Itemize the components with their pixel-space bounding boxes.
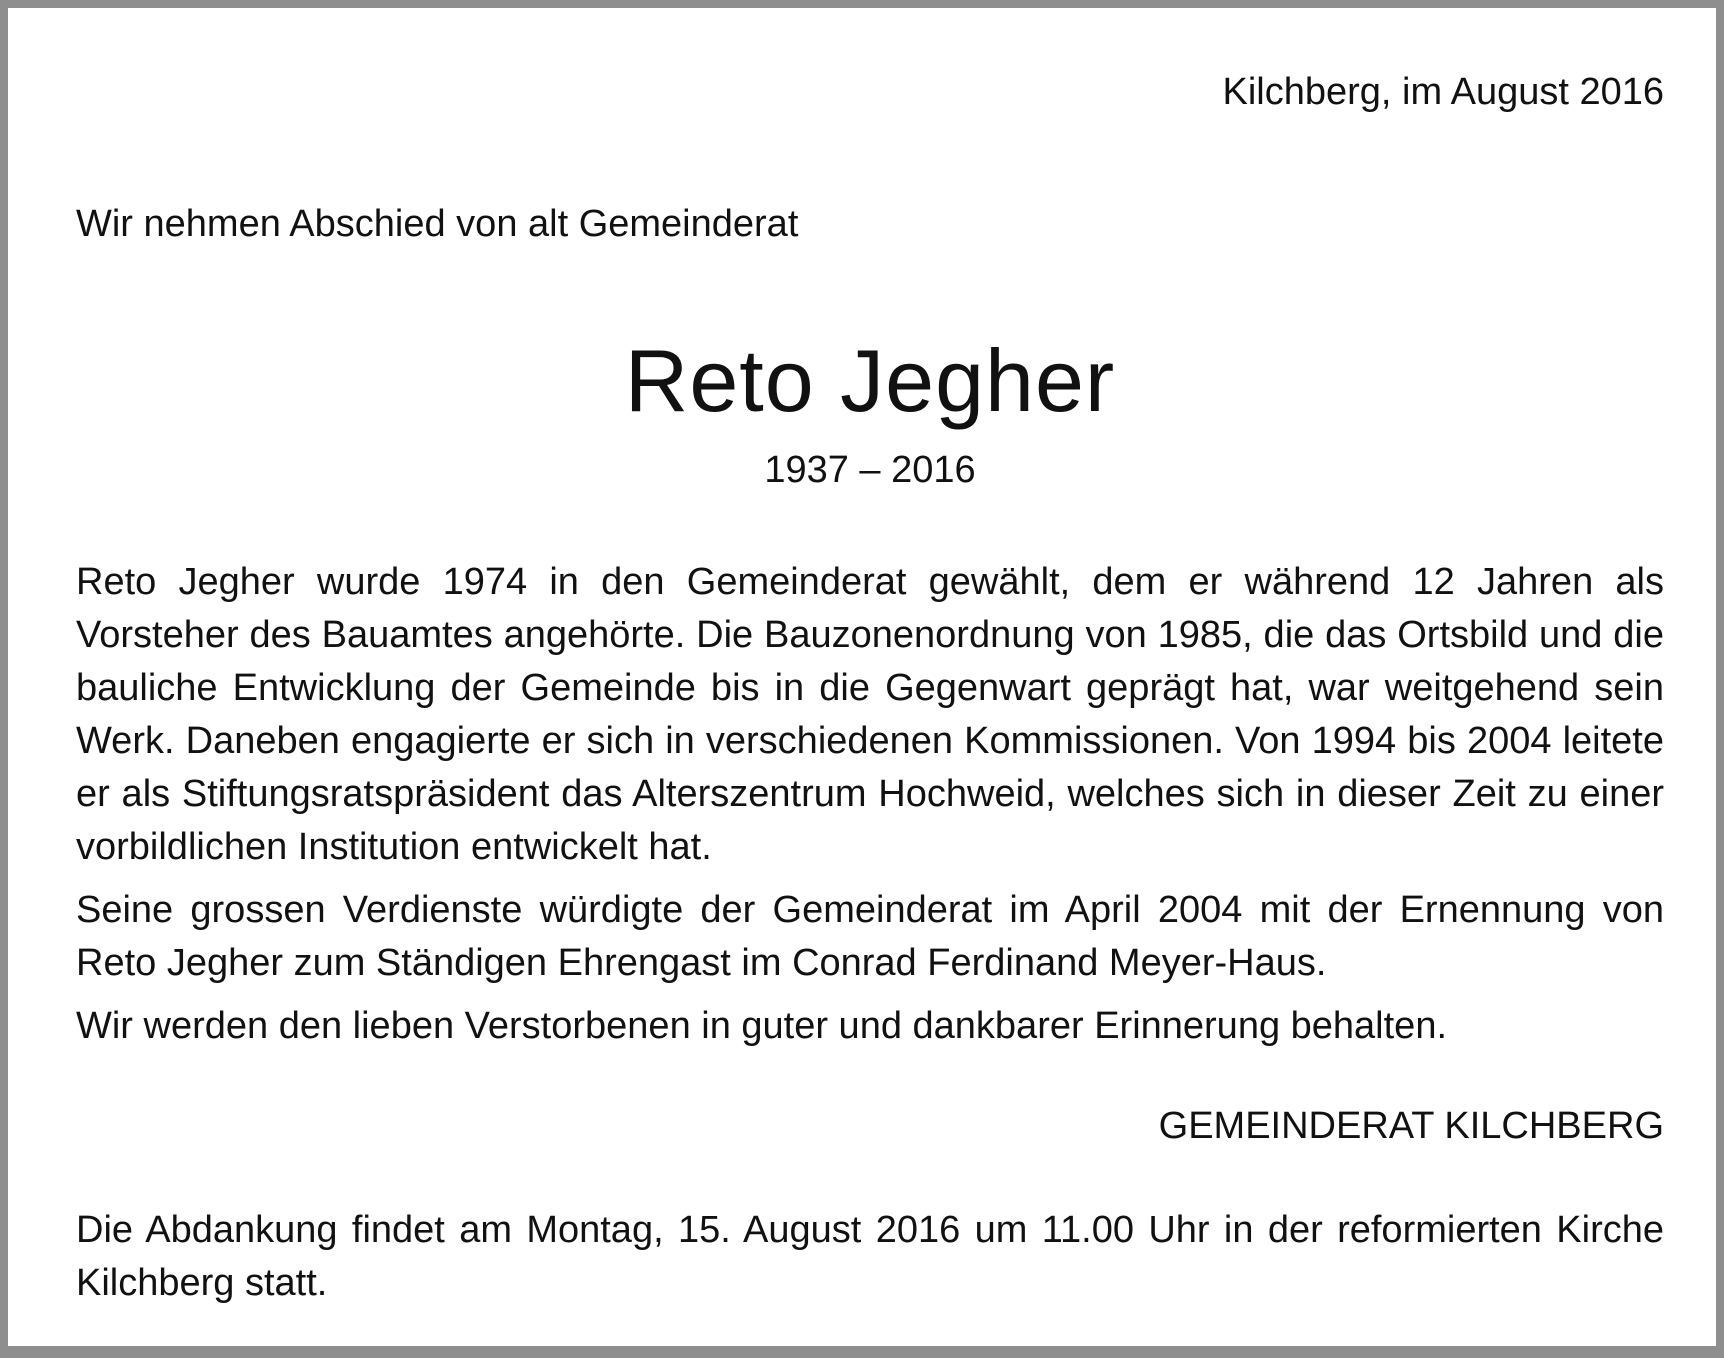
service-info: Die Abdankung findet am Montag, 15. August 2016 um 11.00 Uhr in der reformierten Kirche Kilchberg statt. [76,1209,1664,1304]
life-years: 1937 – 2016 [764,449,976,491]
deceased-name: Reto Jegher [624,331,1116,430]
notice-body [76,556,1664,1063]
paragraph-remembrance: Wir werden den lieben Verstorbenen in guter und dankbarer Erinnerung behalten. [76,1005,1448,1047]
paragraph-career: Reto Jegher wurde 1974 in den Gemeinderat gewählt, dem er während 12 Jahren als Vorsteher des Bauamtes angehörte. Die Bauzonenordnung von 1985, die das Ortsbild und die bauliche Entwicklung der Gemeinde bis in die Gegenwart geprägt hat, war weitgehend sein Werk. Daneben engagierte er sich in verschiedenen Kommissionen. Von 1994 bis 2004 leitete er als Stiftungsratspräsident das Alterszentrum Hochweid, welches sich in dieser Zeit zu einer vorbildlichen Institution entwickelt hat. [76,561,1664,868]
signature: GEMEINDERAT KILCHBERG [1158,1105,1664,1147]
place-date: Kilchberg, im August 2016 [1222,71,1664,113]
intro-line: Wir nehmen Abschied von alt Gemeinderat [76,203,799,245]
paragraph-honor: Seine grossen Verdienste würdigte der Gemeinderat im April 2004 mit der Ernennung von Reto Jegher zum Ständigen Ehrengast im Conrad Ferdinand Meyer-Haus. [76,889,1664,984]
